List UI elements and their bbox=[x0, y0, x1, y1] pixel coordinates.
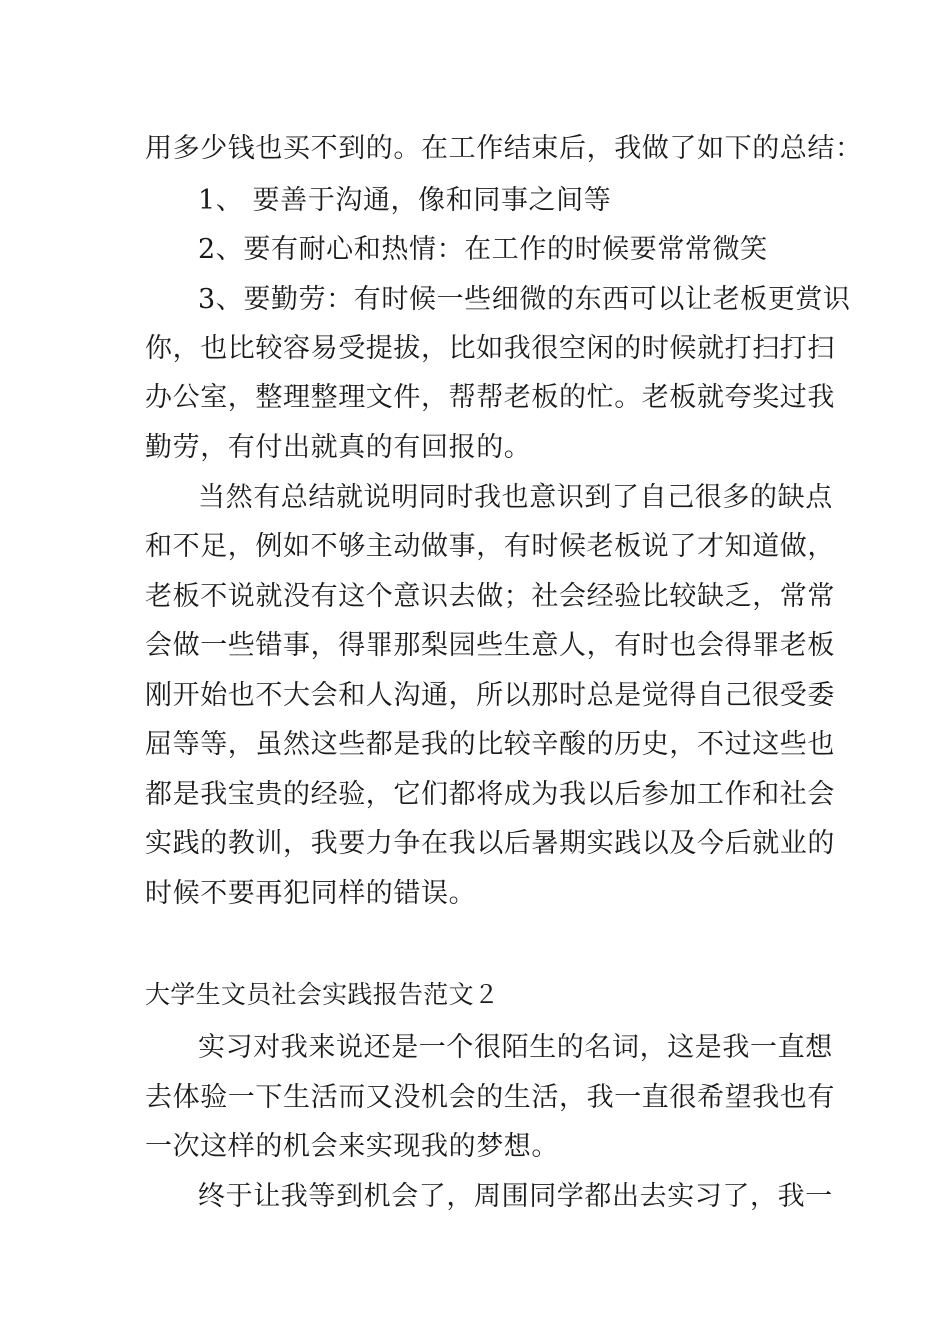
section-heading: 大学生文员社会实践报告范文２ bbox=[145, 980, 500, 1009]
text-line: 都是我宝贵的经验，它们都将成为我以后参加工作和社会 bbox=[145, 779, 835, 810]
list-item-1: 1、 要善于沟通，像和同事之间等 bbox=[198, 185, 612, 216]
text-line: 实践的教训，我要力争在我以后暑期实践以及今后就业的 bbox=[145, 828, 835, 859]
text-line: 你，也比较容易受提拔，比如我很空闲的时候就打扫打扫 bbox=[145, 333, 835, 364]
text-line: 用多少钱也买不到的。在工作结束后，我做了如下的总结： bbox=[145, 133, 863, 164]
paragraph-start: 终于让我等到机会了，周围同学都出去实习了，我一 bbox=[198, 1181, 833, 1212]
text-line: 和不足，例如不够主动做事，有时候老板说了才知道做， bbox=[145, 531, 835, 562]
text-line: 一次这样的机会来实现我的梦想。 bbox=[145, 1131, 559, 1162]
text-line: 会做一些错事，得罪那梨园些生意人，有时也会得罪老板 bbox=[145, 630, 835, 661]
paragraph-start: 实习对我来说还是一个很陌生的名词，这是我一直想 bbox=[198, 1032, 833, 1063]
paragraph-start: 当然有总结就说明同时我也意识到了自己很多的缺点 bbox=[198, 482, 833, 513]
text-line: 办公室，整理整理文件，帮帮老板的忙。老板就夸奖过我 bbox=[145, 382, 835, 413]
text-line: 时候不要再犯同样的错误。 bbox=[145, 878, 477, 909]
text-line: 屈等等，虽然这些都是我的比较辛酸的历史，不过这些也 bbox=[145, 729, 835, 760]
text-line: 刚开始也不大会和人沟通，所以那时总是觉得自己很受委 bbox=[145, 680, 835, 711]
text-line: 去体验一下生活而又没机会的生活，我一直很希望我也有 bbox=[145, 1082, 835, 1113]
list-item-3: 3、要勤劳：有时候一些细微的东西可以让老板更赏识 bbox=[198, 284, 851, 315]
list-item-2: 2、要有耐心和热情：在工作的时候要常常微笑 bbox=[198, 234, 768, 265]
text-line: 勤劳，有付出就真的有回报的。 bbox=[145, 432, 532, 463]
text-line: 老板不说就没有这个意识去做；社会经验比较缺乏，常常 bbox=[145, 581, 835, 612]
